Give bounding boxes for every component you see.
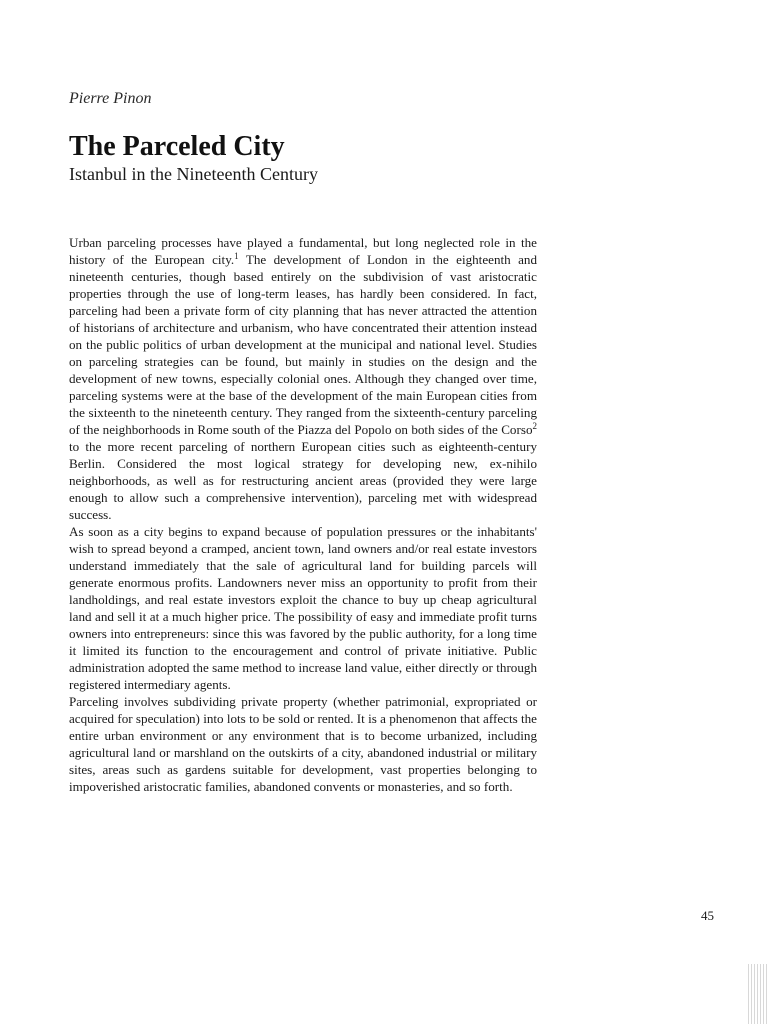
paragraph-text: to the more recent parceling of northern European cities such as eighteenth-century Berlin. Considered the most logical strategy for developing new, ex-nihilo neighborhoods, as well as for restructuring ancient areas (provided they were large enough to allow such a comprehensive intervention), parceling met with widespread success. <box>69 439 537 522</box>
footnote-ref-1[interactable]: 1 <box>234 251 239 261</box>
footnote-ref-2[interactable]: 2 <box>532 421 537 431</box>
page-number: 45 <box>701 908 714 923</box>
page-subtitle: Istanbul in the Nineteenth Century <box>69 164 318 184</box>
author-name: Pierre Pinon <box>69 90 152 107</box>
page-title: The Parceled City <box>69 131 285 162</box>
paragraph-3: Parceling involves subdividing private property (whether patrimonial, expropriated or acquired for speculation) into lots to be sold or rented. It is a phenomenon that affects the entire urban environment or any environment that is to become urbanized, including agricultural land or marshland on the outskirts of a city, abandoned industrial or military sites, areas such as gardens suitable for development, vast properties belonging to impoverished aristocratic families, abandoned convents or monasteries, and so forth. <box>69 694 537 794</box>
body-text <box>69 234 537 795</box>
paragraph-text: Urban parceling processes have played a fundamental, but long neglected role in the history of the European city. <box>69 235 537 267</box>
paragraph-text: The development of London in the eighteenth and nineteenth centuries, though based entirely on the subdivision of vast aristocratic properties through the use of long-term leases, has hardly been considered. In fact, parceling had been a private form of city planning that has never attracted the attention of historians of architecture and urbanism, who have concentrated their attention instead on the public politics of urban development at the municipal and national level. Studies on parceling strategies can be found, but mainly in studies on the design and the development of new towns, especially colonial ones. Although they changed over time, parceling systems were at the base of the development of the main European cities from the sixteenth to the nineteenth century. They ranged from the sixteenth-century parceling of the neighborhoods in Rome south of the Piazza del Popolo on both sides of the Corso <box>69 252 537 437</box>
scan-artifact <box>748 964 768 1024</box>
paragraph-1 <box>69 234 537 523</box>
paragraph-2: As soon as a city begins to expand because of population pressures or the inhabitants' wish to spread beyond a cramped, ancient town, land owners and/or real estate investors understand immediately that the sale of agricultural land for building parcels will generate enormous profits. Landowners never miss an opportunity to profit from their landholdings, and real estate investors exploit the chance to buy up cheap agricultural land and sell it at a much higher price. The possibility of easy and immediate profit turns owners into entrepreneurs: since this was favored by the public authority, for a long time it limited its function to the encouragement and control of private initiative. Public administration adopted the same method to increase land value, either directly or through registered intermediary agents. <box>69 524 537 692</box>
